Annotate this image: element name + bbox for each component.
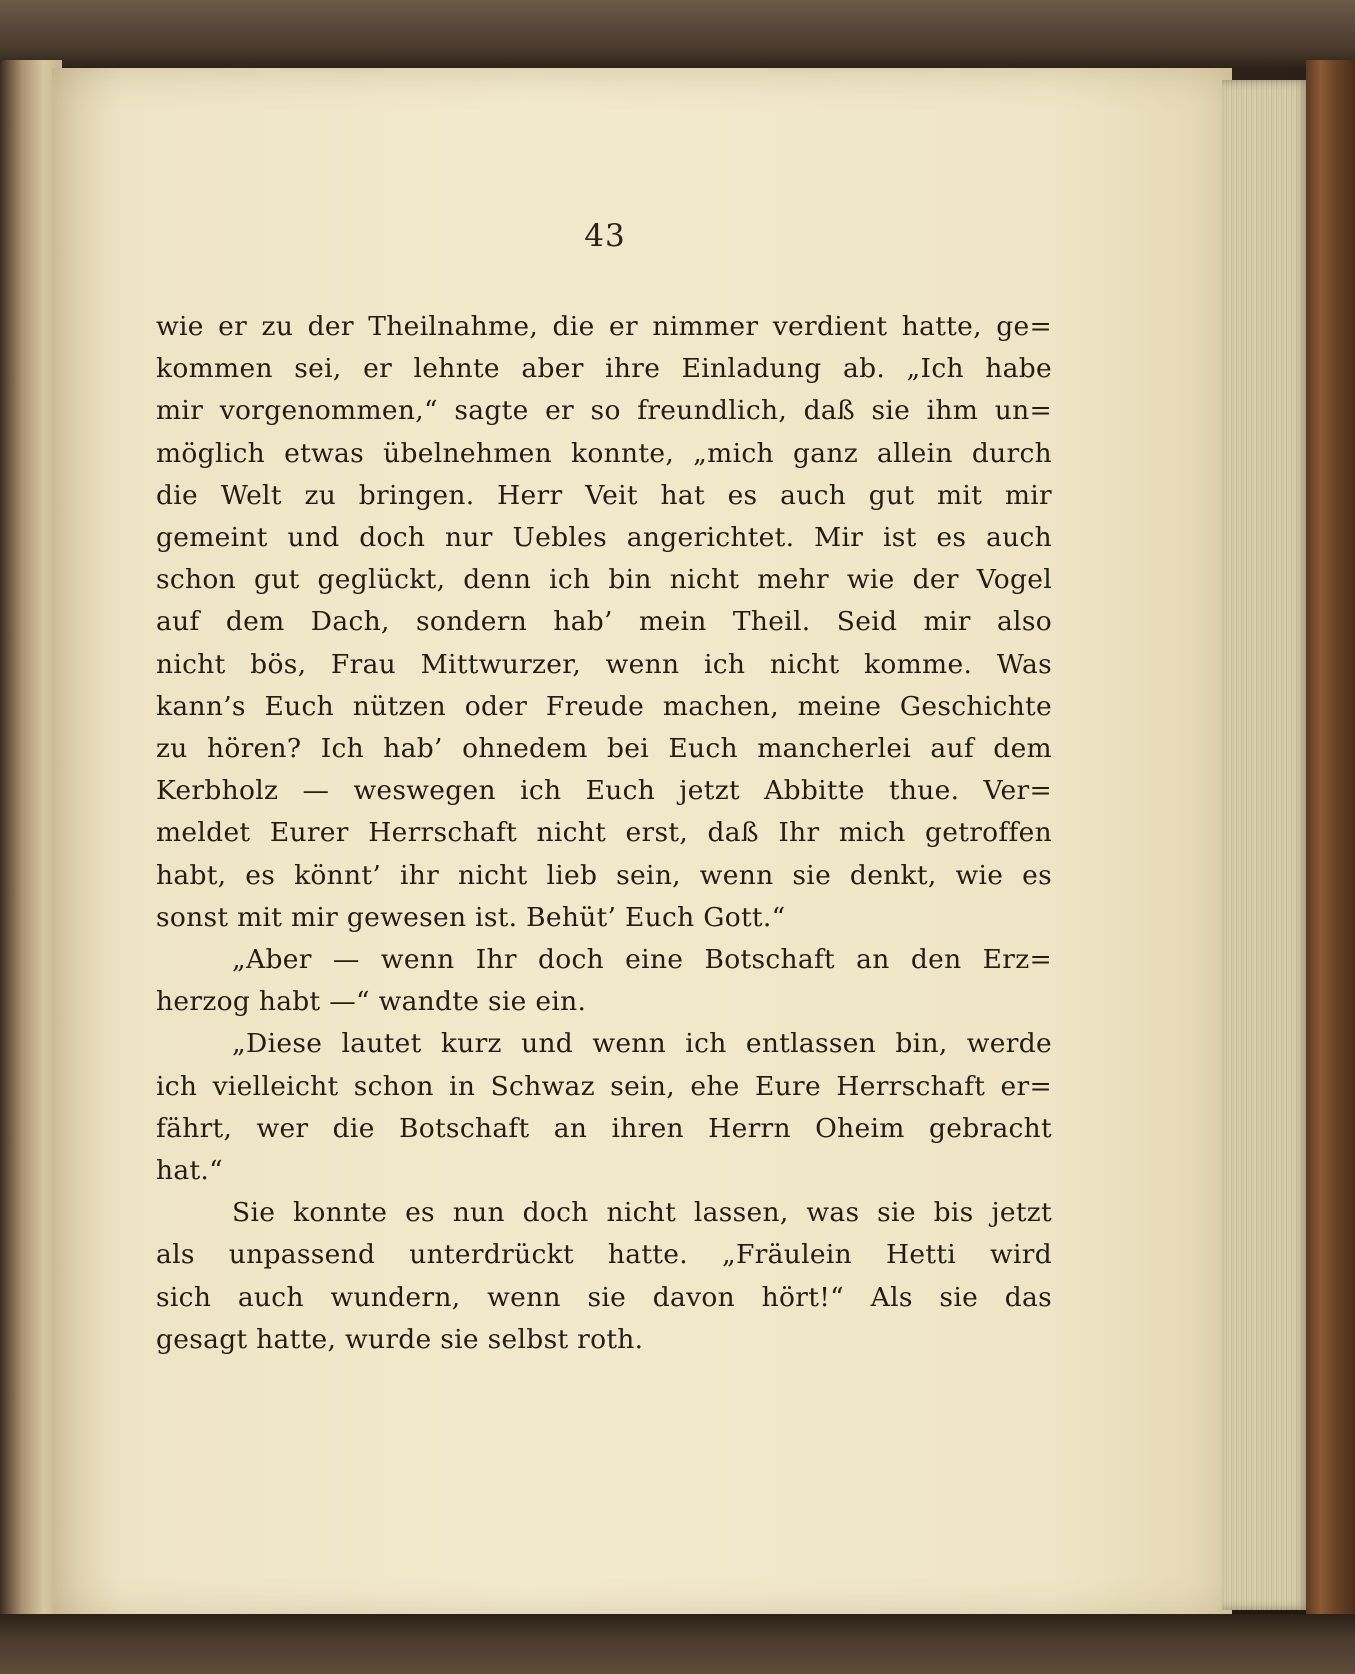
book-cover-top bbox=[0, 0, 1355, 70]
text-line: meldet Eurer Herrschaft nicht erst, daß Ihr mich getroffen bbox=[156, 817, 1052, 849]
body-text bbox=[156, 306, 1052, 1361]
text-line: kann’s Euch nützen oder Freude machen, meine Geschichte bbox=[156, 690, 1052, 722]
text-line: kommen sei, er lehnte aber ihre Einladung ab. „Ich habe bbox=[156, 353, 1052, 385]
text-line: habt, es könnt’ ihr nicht lieb sein, wenn sie denkt, wie es bbox=[156, 859, 1052, 891]
book-cover-bottom bbox=[0, 1614, 1355, 1674]
text-line: hat.“ bbox=[156, 1155, 223, 1187]
text-line: fährt, wer die Botschaft an ihren Herrn Oheim gebracht bbox=[156, 1112, 1052, 1144]
text-line: Kerbholz — weswegen ich Euch jetzt Abbitte thue. Ver= bbox=[156, 775, 1052, 807]
text-line: schon gut geglückt, denn ich bin nicht mehr wie der Vogel bbox=[156, 564, 1052, 596]
text-line: wie er zu der Theilnahme, die er nimmer verdient hatte, ge= bbox=[156, 311, 1052, 342]
text-line: sich auch wundern, wenn sie davon hört!“ Als sie das bbox=[156, 1281, 1052, 1313]
text-line: „Aber — wenn Ihr doch eine Botschaft an den Erz= bbox=[232, 944, 1052, 976]
book-cover-right bbox=[1306, 60, 1355, 1630]
text-line: gesagt hatte, wurde sie selbst roth. bbox=[156, 1323, 644, 1355]
page-stack-edge bbox=[1222, 80, 1310, 1610]
text-line: „Diese lautet kurz und wenn ich entlassen bin, werde bbox=[232, 1028, 1052, 1060]
text-line: als unpassend unterdrückt hatte. „Fräulein Hetti wird bbox=[156, 1239, 1052, 1271]
text-line: gemeint und doch nur Uebles angerichtet. Mir ist es auch bbox=[156, 522, 1052, 554]
text-line: sonst mit mir gewesen ist. Behüt’ Euch Gott.“ bbox=[156, 901, 786, 933]
page-number: 43 bbox=[584, 218, 626, 254]
text-line: ich vielleicht schon in Schwaz sein, ehe Eure Herrschaft er= bbox=[156, 1070, 1052, 1102]
text-line: Sie konnte es nun doch nicht lassen, was sie bis jetzt bbox=[232, 1197, 1052, 1229]
text-line: zu hören? Ich hab’ ohnedem bei Euch mancherlei auf dem bbox=[156, 733, 1052, 765]
text-line: die Welt zu bringen. Herr Veit hat es auch gut mit mir bbox=[156, 479, 1052, 511]
text-line: auf dem Dach, sondern hab’ mein Theil. Seid mir also bbox=[156, 606, 1052, 638]
text-line: möglich etwas übelnehmen konnte, „mich ganz allein durch bbox=[156, 437, 1052, 469]
text-line: herzog habt —“ wandte sie ein. bbox=[156, 986, 587, 1018]
text-line: mir vorgenommen,“ sagte er so freundlich, daß sie ihm un= bbox=[156, 395, 1052, 427]
text-line: nicht bös, Frau Mittwurzer, wenn ich nicht komme. Was bbox=[156, 648, 1052, 680]
